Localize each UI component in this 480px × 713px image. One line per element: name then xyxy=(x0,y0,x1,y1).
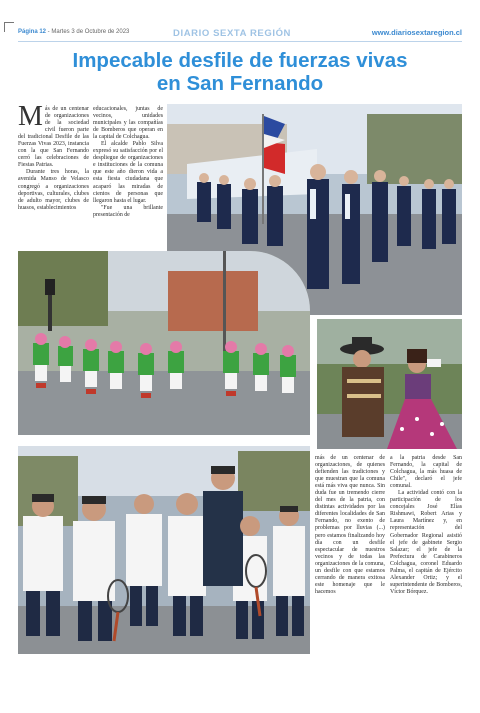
article-column-1 xyxy=(18,101,89,212)
paragraph: Durante tres horas, la avenida Manso de Velasco congregó a organizaciones deportivas, culturales, clubes de adulto mayor, clubes de huasos, establecimientos xyxy=(18,169,89,211)
photo-school-children-group xyxy=(18,446,310,654)
headline-line-2: en San Fernando xyxy=(156,72,324,95)
paragraph: más de un centenar de organizaciones, de quienes defienden las tradiciones y que muestran que la comuna está más viva que nunca. Sin duda fue un tremendo cierre del mes de la patria, con distintas actividades por las diferentes localidades de San Fernando, no exento de problemas por lluvias (...) pero estamos finalizando hoy día con un desfile espectacular de nuestros vecinos y de todas las organizaciones de la comuna, un desfile con que estamos cerrando de manera exitosa este homenaje que le hacemos xyxy=(315,455,385,595)
photo-cueca-dancers xyxy=(317,319,462,449)
paragraph: educacionales, juntas de vecinos, unidades municipales y las compañías de Bomberos que operan en la capital de Colchagua. xyxy=(93,106,163,141)
paragraph: a la patria desde San Fernando, la capital de Colchagua, la más huasa de Chile", declaró el jefe comunal. xyxy=(390,455,462,490)
page-number: Página 12 xyxy=(18,29,47,35)
newspaper-name: DIARIO SEXTA REGIÓN xyxy=(173,28,292,39)
drop-cap: M xyxy=(18,101,43,132)
headline-line-1: Impecable desfile de fuerzas vivas xyxy=(72,49,408,72)
paragraph: Más de un centenar de organizaciones de la sociedad civil fueron parte del tradicional Desfile de las Fuerzas Vivas 2023, instancia con la que San Fernando cerró las celebraciones de Fiestas Patrias. xyxy=(18,101,89,169)
website-link[interactable]: www.diariosextaregion.cl xyxy=(371,28,462,37)
page-info xyxy=(18,29,129,35)
article-headline xyxy=(18,49,462,95)
paragraph: El alcalde Pablo Silva expresó su satisfacción por el despliegue de organizaciones e instituciones de la comuna que este año dieron vida a esta fiesta ciudadana que acaparó las miradas de cientos de personas que llegaron hasta el lugar. xyxy=(93,141,163,204)
article-column-4 xyxy=(390,455,462,596)
article-column-2 xyxy=(93,106,163,219)
article-column-3 xyxy=(315,455,385,596)
paragraph: La actividad contó con la participación de los concejales José Elías Rishmawi, Robert Arias y Laura Martínez y, en representación del Gobernador Regional asistió el jefe de gabinete Sergio Salazar; el jefe de la Prefectura de Carabineros Colchagua, coronel Eduardo Palma, el capitán de Ejército Alexander Ortiz; y el superintendente de Bomberos, Víctor Bórquez. xyxy=(390,490,462,595)
paragraph: "Fue una brillante presentación de xyxy=(93,204,163,218)
page-header xyxy=(18,27,462,41)
publication-date: - Martes 3 de Octubre de 2023 xyxy=(46,29,130,35)
photo-children-skaters xyxy=(18,251,310,435)
header-rule xyxy=(18,41,462,42)
crop-mark xyxy=(4,22,14,32)
